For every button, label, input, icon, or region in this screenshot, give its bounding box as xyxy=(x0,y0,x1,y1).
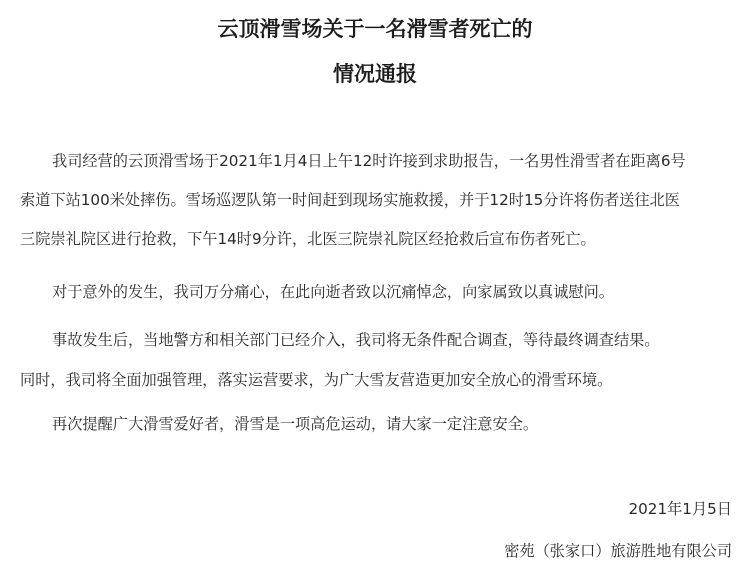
body-line-6: 同时，我司将全面加强管理，落实运营要求，为广大雪友营造更加安全放心的滑雪环境。 xyxy=(20,371,613,389)
notice-title-line-2: 情况通报 xyxy=(333,61,417,86)
body-line-2: 索道下站100米处摔伤。雪场巡逻队第一时间赶到现场实施救援，并于12时15分许将伤者送往北医 xyxy=(20,191,680,209)
body-line-5: 事故发生后，当地警方和相关部门已经介入，我司将无条件配合调查，等待最终调查结果。 xyxy=(52,331,660,349)
body-line-4: 对于意外的发生，我司万分痛心，在此向逝者致以沉痛悼念，向家属致以真诚慰问。 xyxy=(52,283,614,301)
notice-date: 2021年1月5日 xyxy=(628,500,732,518)
notice-title-line-1: 云顶滑雪场关于一名滑雪者死亡的 xyxy=(217,16,533,41)
body-line-7: 再次提醒广大滑雪爱好者，滑雪是一项高危运动，请大家一定注意安全。 xyxy=(52,415,538,433)
body-line-1: 我司经营的云顶滑雪场于2021年1月4日上午12时许接到求助报告，一名男性滑雪者在距离6号 xyxy=(52,152,686,170)
issuing-organization: 密苑（张家口）旅游胜地有限公司 xyxy=(504,542,732,560)
body-line-3: 三院崇礼院区进行抢救，下午14时9分许，北医三院崇礼院区经抢救后宣布伤者死亡。 xyxy=(20,230,596,248)
